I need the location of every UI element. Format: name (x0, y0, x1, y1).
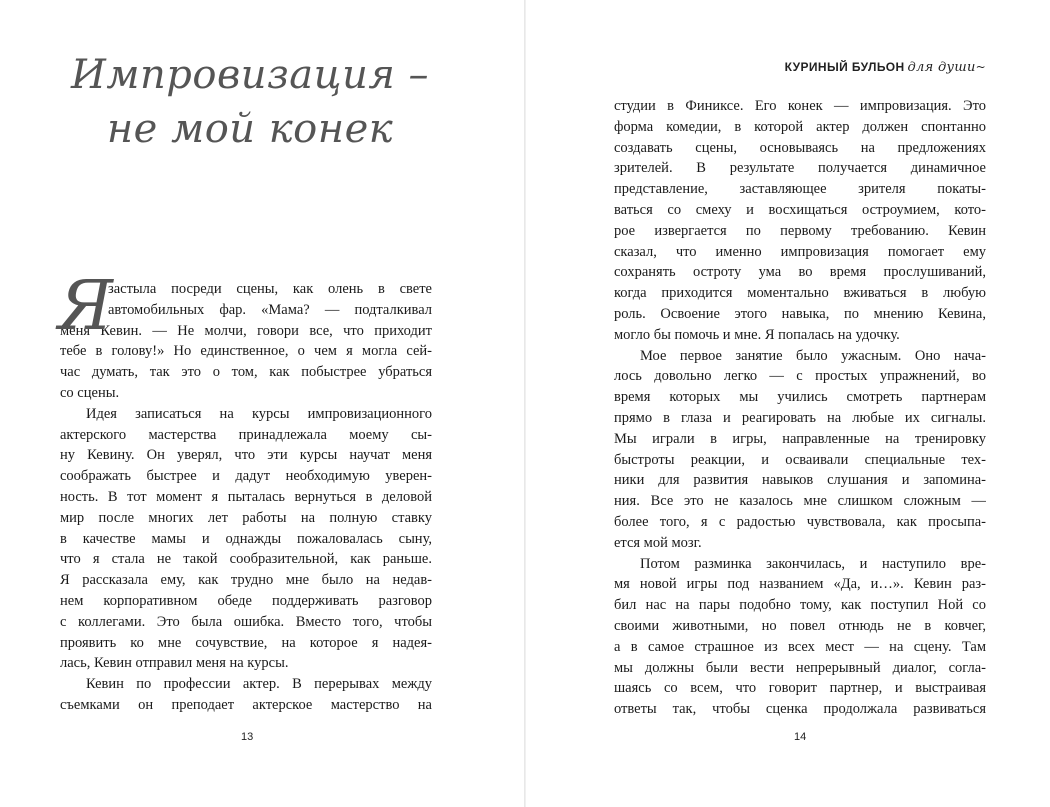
text-line: ется мой мозг. (614, 534, 702, 551)
text-line: Кевин по профессии актер. В перерывах между (86, 676, 432, 693)
text-line: Идея записаться на курсы импровизационного (86, 405, 432, 422)
text-line: застыла посреди сцены, как олень в свете (108, 281, 432, 297)
text-line: когда приходится моментально вживаться в любую (614, 285, 986, 302)
left-body-text (58, 267, 432, 716)
text-line: лась, Кевин отправил меня на курсы. (60, 655, 289, 672)
text-line: автомобильных фар. «Мама? — подталкивал (108, 301, 432, 318)
text-line: прямо в глаза и реагировать на любые их сигналы. (614, 409, 986, 426)
text-line: в качестве мамы и однажды пожаловалась сыну, (60, 530, 432, 547)
text-line: бил нас на пары подобно тому, как поступил Ной со (614, 597, 986, 614)
text-line: рое извергается по первому требованию. Кевин (614, 222, 986, 239)
chapter-title (60, 48, 440, 156)
right-body-text (614, 96, 986, 720)
text-line: сохранять остроту ума во время прослушиваний, (614, 264, 986, 281)
text-line: мир после многих лет работы на полную ставку (60, 509, 432, 526)
text-line: а в самое страшное из всех мест — на сцену. Там (614, 638, 986, 655)
text-line: создавать сцены, основываясь на предложениях (614, 139, 986, 156)
text-line: со сцены. (60, 384, 120, 401)
text-line: соображать быстрее и дадут необходимую уверен- (60, 468, 432, 485)
text-line: Мы играли в игры, направленные на тренировку (614, 430, 986, 447)
text-line: с коллегами. Это была ошибка. Вместо того, чтобы (60, 613, 432, 630)
running-header-script: для души (907, 60, 976, 75)
text-line: Я рассказала ему, как трудно мне было на недав- (60, 572, 432, 589)
text-line: ность. В тот момент я пыталась вернуться в деловой (60, 488, 432, 505)
text-line: форма комедии, в которой актер должен спонтанно (614, 118, 986, 135)
text-line: ваться со смеху и восхищаться остроумием, кото- (614, 201, 986, 218)
text-line: могло бы помочь и мне. Я попалась на удочку. (614, 326, 900, 343)
right-page (526, 0, 1050, 807)
text-line: роль. Освоение этого навыка, по мнению Кевина, (614, 305, 986, 322)
left-page (0, 0, 524, 807)
text-line: актерского мастерства принадлежала моему сы- (60, 426, 432, 443)
text-line: час думать, так это о том, как побыстрее убраться (60, 364, 432, 381)
chapter-title-line-2: не мой конек (106, 106, 394, 152)
text-line: сказал, что именно импровизация помогает ему (614, 243, 986, 260)
text-line: ну Кевину. Он уверял, что эти курсы научат меня (60, 447, 432, 464)
text-line: Потом разминка закончилась, и наступило вре- (640, 555, 986, 572)
chapter-title-line-1: Импровизация – (70, 52, 430, 98)
running-header (626, 60, 986, 75)
text-line: быстроты реакции, и осваивали специальные тех- (614, 451, 986, 468)
text-line: нем корпоративном обеде поддерживать разговор (60, 592, 432, 609)
text-line: мя новой игры под названием «Да, и…». Кевин раз- (614, 576, 986, 593)
text-line: более того, я с радостью чувствовала, как просыпа- (614, 513, 986, 530)
text-line: мы должны были вести непрерывный диалог, согла- (614, 659, 986, 676)
text-line: время которых мы учились смотреть партнерам (614, 389, 986, 406)
text-line: съемками он преподает актерское мастерство на (60, 696, 432, 713)
text-line: что я стала не такой сообразительной, как раньше. (60, 551, 432, 568)
drop-cap: Я (58, 267, 113, 346)
text-line: ния. Все это не казалось мне слишком сложным — (614, 493, 986, 510)
text-line: своими животными, но повел отнюдь не в ковчег, (614, 617, 986, 634)
text-line: ники для развития навыков слушания и запомина- (614, 472, 986, 489)
page-number: 13 (241, 731, 254, 743)
swash-ornament: ~ (975, 60, 986, 74)
text-line: ответы так, чтобы сценка продолжала развиваться (614, 701, 986, 718)
text-line: студии в Финиксе. Его конек — импровизация. Это (614, 98, 986, 114)
text-line: проявить ко мне сочувствие, на которое я надея- (60, 634, 432, 651)
text-line: меня Кевин. — Не молчи, говори все, что приходит (60, 322, 432, 339)
page-number: 14 (794, 731, 807, 743)
text-line: Мое первое занятие было ужасным. Оно нача- (640, 347, 986, 364)
text-line: шаясь со всем, что говорит партнер, и выстраивая (614, 680, 986, 697)
text-line: тебе в голову!» Но единственное, о чем я могла сей- (60, 343, 432, 360)
text-line: представление, заставляющее зрителя покаты- (614, 181, 986, 198)
text-line: лось довольно легко — с простых упражнений, во (614, 368, 986, 385)
text-line: зрителей. В результате получается динамичное (614, 160, 986, 177)
running-header-title: КУРИНЫЙ БУЛЬОН (784, 60, 905, 74)
